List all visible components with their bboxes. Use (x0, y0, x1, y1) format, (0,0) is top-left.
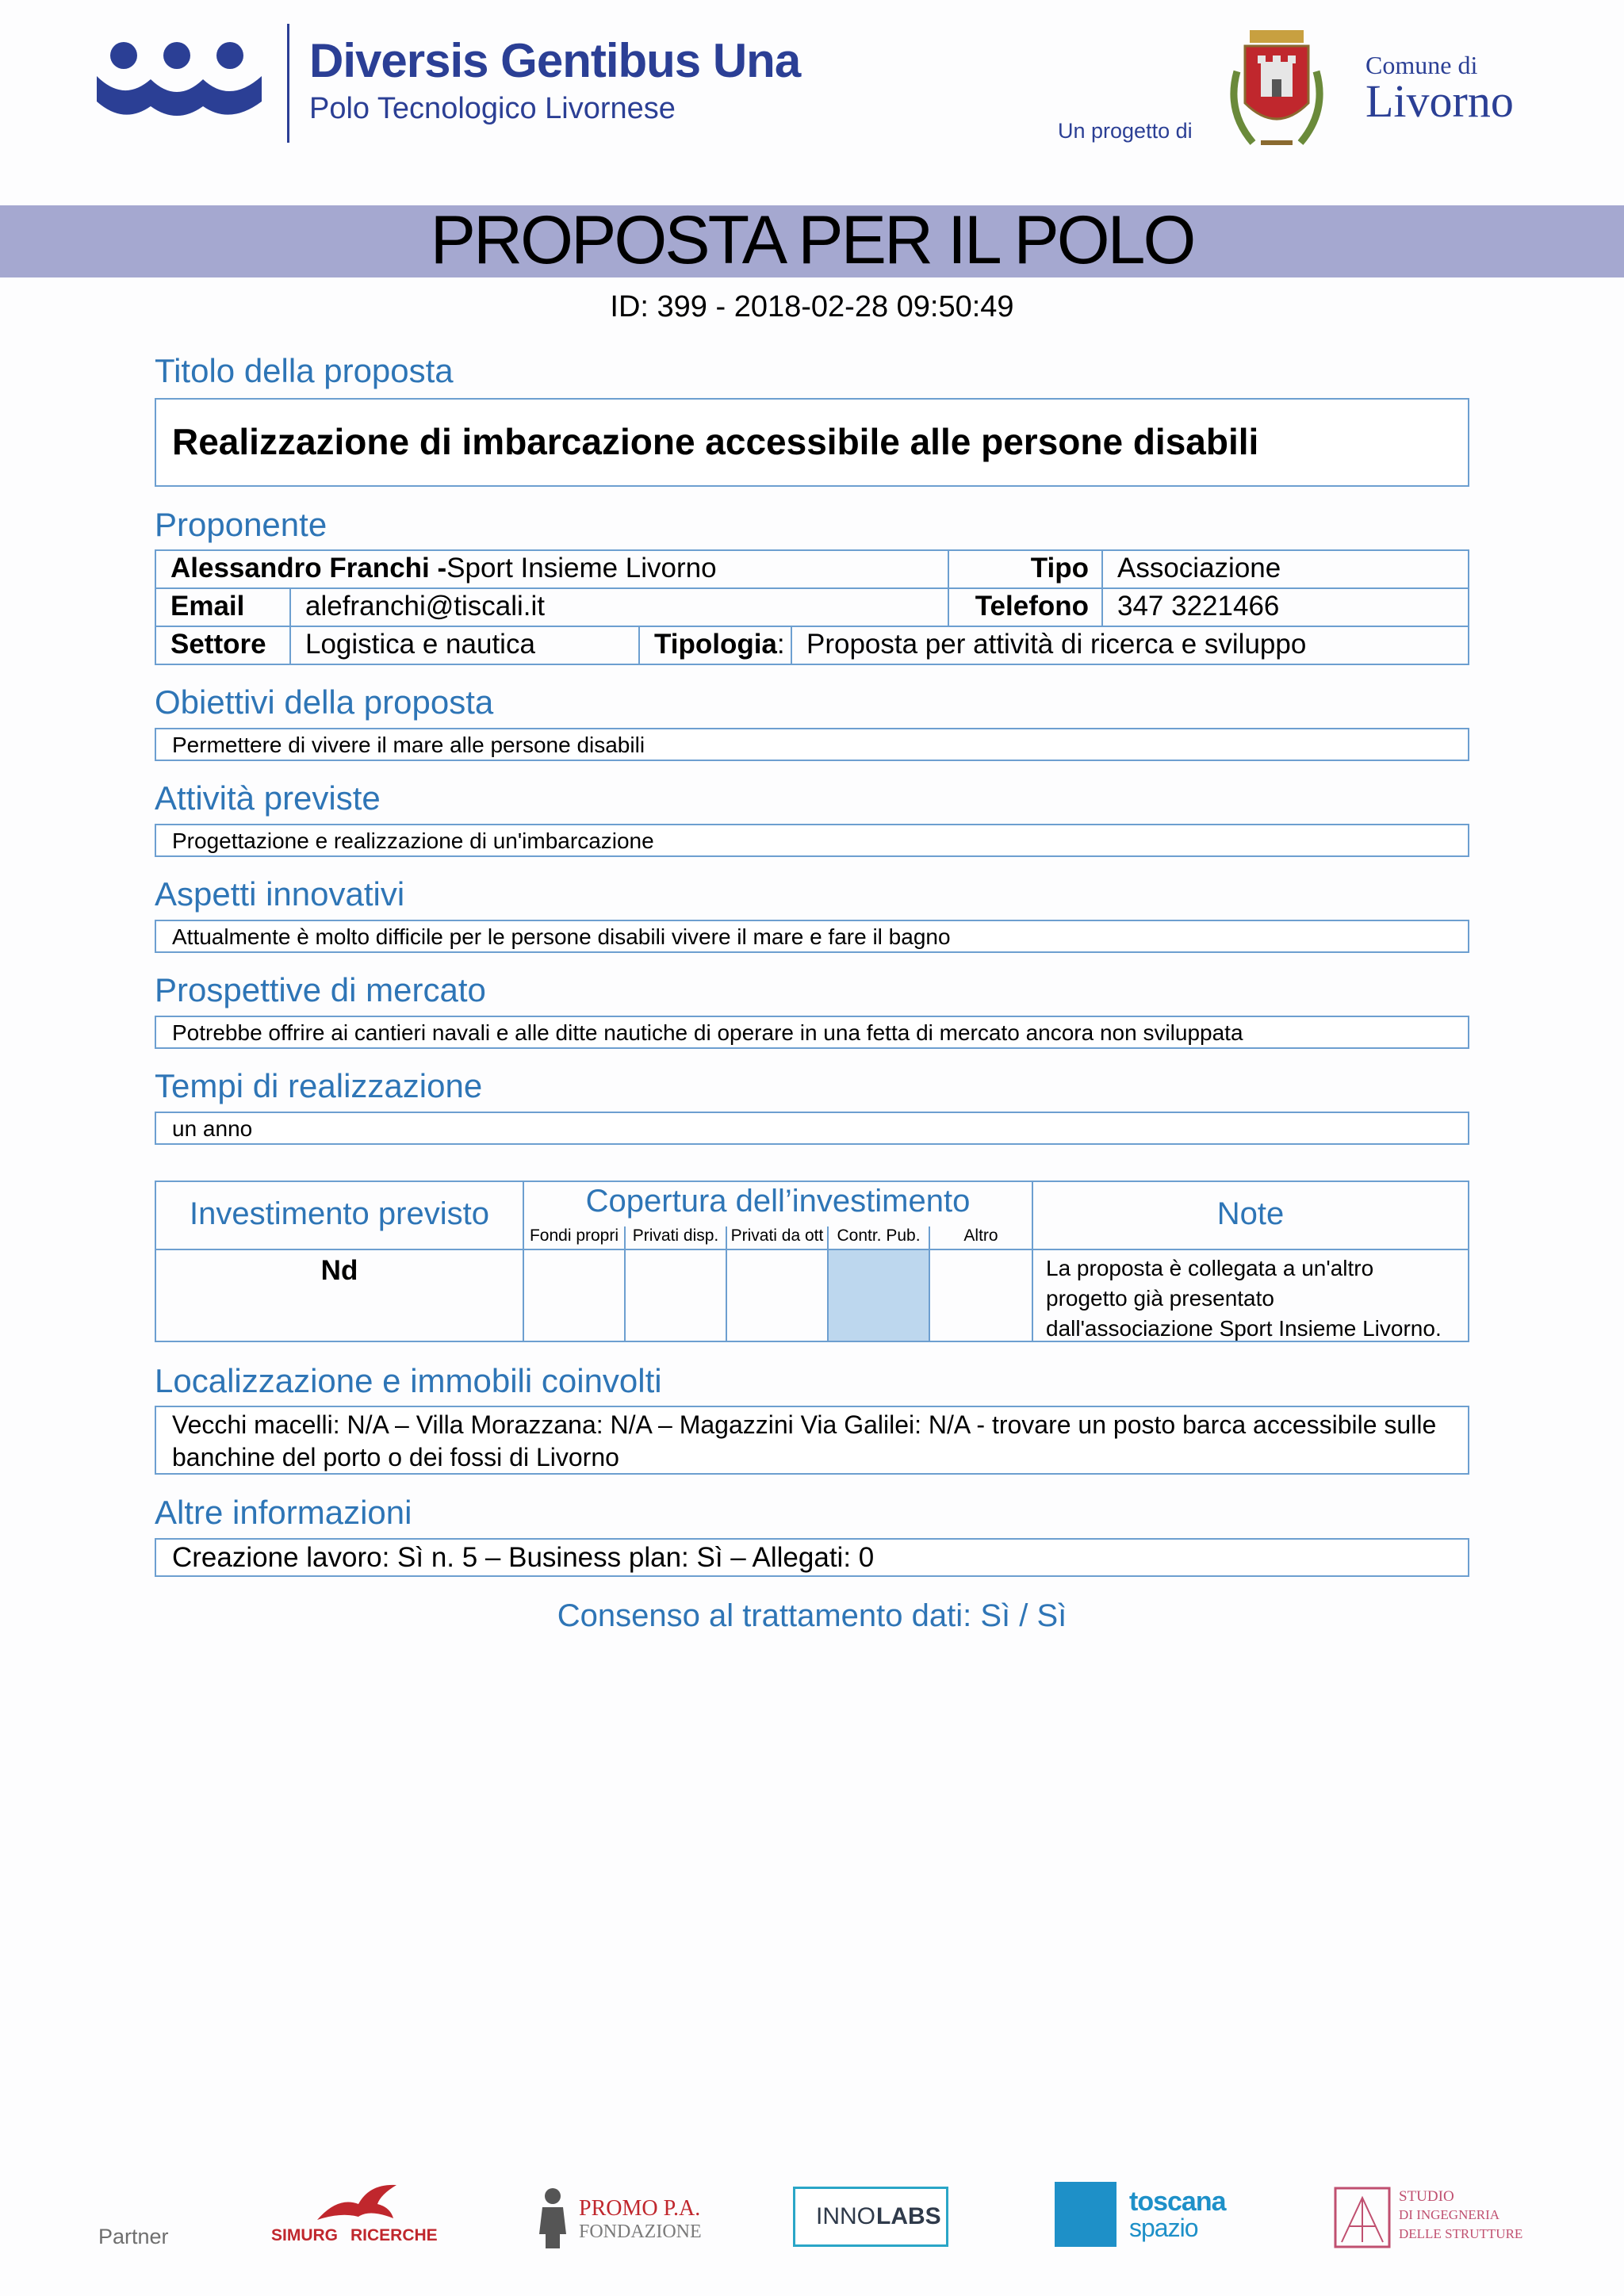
section-label-localizzazione: Localizzazione e immobili coinvolti (155, 1362, 662, 1399)
attivita-value: Progettazione e realizzazione di un'imbarcazione (172, 828, 654, 853)
promo-pa-figure-icon (533, 2187, 573, 2250)
settore-value: Logistica e nautica (305, 629, 535, 660)
row-divider (156, 626, 1468, 627)
altre-value: Creazione lavoro: Sì n. 5 – Business plan: Sì – Allegati: 0 (172, 1542, 875, 1573)
tipo-value: Associazione (1117, 553, 1281, 584)
section-label-proponente: Proponente (155, 506, 327, 543)
promo-pa-line1: PROMO P.A. (579, 2196, 701, 2221)
brand-divider (287, 24, 289, 143)
localizzazione-line: banchine del porto o dei fossi di Livorno (172, 1443, 619, 1471)
altre-box (155, 1538, 1469, 1577)
proposal-title-value: Realizzazione di imbarcazione accessibile alle persone disabili (172, 421, 1259, 462)
note-line: dall'associazione Sport Insieme Livorno. (1046, 1316, 1442, 1341)
tipologia-value: Proposta per attività di ricerca e sviluppo (806, 629, 1307, 660)
toscana-spazio-mark-icon (1055, 2182, 1116, 2247)
attivita-box (155, 824, 1469, 857)
studio-ingegneria-mark-icon (1334, 2187, 1391, 2248)
promo-pa-logo (533, 2183, 702, 2255)
section-label-attivita: Attività previste (155, 779, 381, 817)
document-id: ID: 399 - 2018-02-28 09:50:49 (610, 290, 1014, 323)
innolabs-text-a: INNO (816, 2203, 875, 2229)
col-divider (289, 626, 291, 664)
diversis-gentibus-logo-icon (94, 38, 268, 125)
innolabs-logo (793, 2187, 948, 2247)
studio-ingegneria-logo (1334, 2187, 1540, 2250)
subheader-altro: Altro (963, 1226, 998, 1245)
col-divider (289, 587, 291, 626)
promo-pa-line2: FONDAZIONE (579, 2221, 702, 2242)
proposal-title-box (155, 398, 1469, 487)
toscana-text: toscana (1129, 2187, 1226, 2217)
section-label-titolo: Titolo della proposta (155, 352, 454, 389)
comune-livorno-crest-icon (1221, 24, 1332, 152)
obiettivi-box (155, 728, 1469, 761)
investment-note (1046, 1253, 1442, 1344)
studio-line3: DELLE STRUTTURE (1399, 2226, 1523, 2241)
simurg-right-text: RICERCHE (350, 2226, 438, 2244)
col-divider (791, 626, 792, 664)
comune-city: Livorno (1365, 75, 1514, 127)
proponent-name-bold: Alessandro Franchi - (170, 553, 447, 584)
row-divider (156, 587, 1468, 589)
header (0, 0, 1624, 205)
localizzazione-box (155, 1406, 1469, 1475)
copertura-header: Copertura dell’investimento (585, 1184, 971, 1219)
col-divider (1101, 551, 1103, 626)
studio-line1: STUDIO (1399, 2188, 1454, 2205)
proponent-table (155, 549, 1469, 665)
investment-table (155, 1181, 1469, 1342)
section-label-obiettivi: Obiettivi della proposta (155, 683, 494, 721)
brand-subtitle: Polo Tecnologico Livornese (309, 92, 676, 125)
studio-line2: DI INGEGNERIA (1399, 2207, 1500, 2222)
proponent-organization: Sport Insieme Livorno (446, 553, 717, 584)
prospettive-box (155, 1016, 1469, 1049)
tempi-box (155, 1112, 1469, 1145)
localizzazione-line: Vecchi macelli: N/A – Villa Morazzana: N/A – Magazzini Via Galilei: N/A - trovare un posto barca accessibile sulle (172, 1410, 1437, 1439)
col-divider (638, 626, 640, 664)
partner-label: Partner (98, 2225, 169, 2248)
page-title: PROPOSTA PER IL POLO (430, 202, 1194, 278)
localizzazione-text (172, 1409, 1436, 1474)
subheader-privati-da-ott: Privati da ott (730, 1226, 824, 1245)
spazio-text: spazio (1129, 2214, 1198, 2242)
email-label: Email (170, 591, 245, 622)
simurg-ricerche-logo (270, 2180, 438, 2252)
investimento-value: Nd (320, 1255, 358, 1286)
tempi-value: un anno (172, 1116, 253, 1141)
toscana-spazio-logo (1055, 2177, 1237, 2253)
simurg-bird-icon (314, 2180, 401, 2225)
tipologia-label (654, 629, 785, 660)
note-line: progetto già presentato (1046, 1286, 1274, 1311)
section-label-tempi: Tempi di realizzazione (155, 1067, 483, 1104)
row-divider (156, 1249, 1468, 1250)
note-line: La proposta è collegata a un'altro (1046, 1256, 1374, 1280)
note-header: Note (1216, 1196, 1285, 1231)
aspetti-box (155, 920, 1469, 953)
innolabs-text-b: LABS (876, 2203, 941, 2229)
subheader-contr-pub: Contr. Pub. (837, 1226, 921, 1245)
telefono-label: Telefono (975, 591, 1089, 622)
comune-prefix: Comune di (1365, 51, 1478, 79)
section-label-altre: Altre informazioni (155, 1494, 412, 1531)
subheader-fondi-propri: Fondi propri (529, 1226, 619, 1245)
proponent-name (170, 553, 717, 584)
telefono-value: 347 3221466 (1117, 591, 1280, 622)
contr-pub-highlight-cell (829, 1250, 929, 1341)
brand-name: Diversis Gentibus Una (309, 34, 801, 87)
email-value: alefranchi@tiscali.it (305, 591, 546, 622)
prospettive-value: Potrebbe offrire ai cantieri navali e alle ditte nautiche di operare in una fetta di mercato ancora non sviluppata (172, 1020, 1243, 1045)
investimento-header: Investimento previsto (190, 1196, 489, 1231)
obiettivi-value: Permettere di vivere il mare alle persone disabili (172, 733, 645, 757)
tipologia-colon: : (776, 629, 785, 660)
settore-label: Settore (170, 629, 266, 660)
simurg-left-text: SIMURG (271, 2226, 338, 2244)
tipologia-label-text: Tipologia (654, 629, 777, 660)
tipo-label: Tipo (1030, 553, 1089, 584)
project-of-text: Un progetto di (1058, 119, 1193, 143)
section-label-aspetti: Aspetti innovativi (155, 875, 405, 913)
section-label-prospettive: Prospettive di mercato (155, 971, 486, 1008)
subheader-privati-disp: Privati disp. (632, 1226, 719, 1245)
consent-text: Consenso al trattamento dati: Sì / Sì (557, 1598, 1067, 1633)
aspetti-value: Attualmente è molto difficile per le persone disabili vivere il mare e fare il bagno (172, 924, 951, 949)
